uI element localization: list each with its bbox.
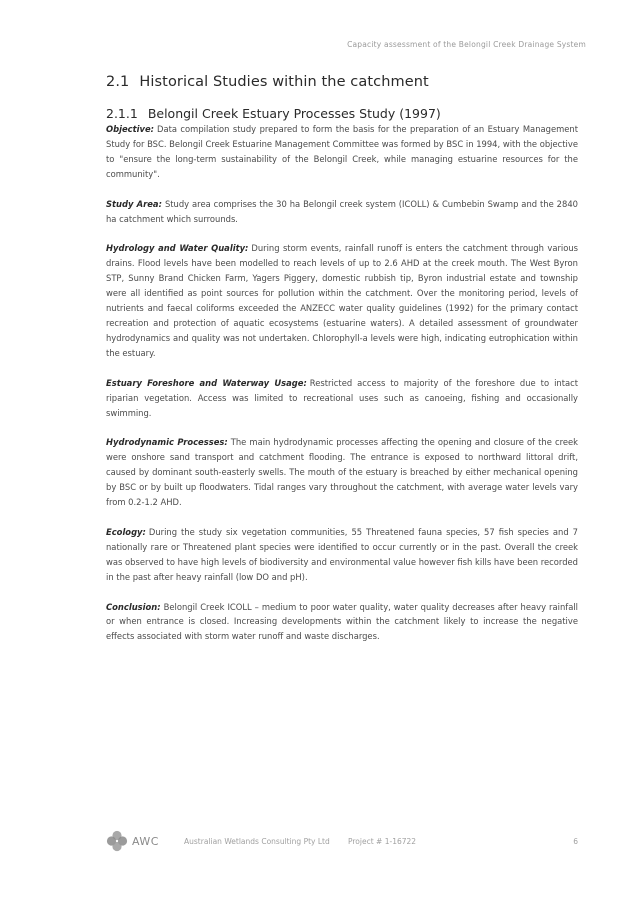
section-title: Historical Studies within the catchment [139,74,429,90]
paragraph-text: Data compilation study prepared to form the basis for the preparation of an Estuary Management Study for BSC. Belongil Creek Estuarine Management Committee was formed by BSC in 1994, with the objective to "ensure the long-term sustainability of the Belongil Creek, while managing estuarine resources for the community". [106,124,578,179]
page-number: 6 [573,837,578,846]
paragraph-study-area [106,197,578,227]
paragraph-lead: Objective: [106,124,154,134]
subsection-title: Belongil Creek Estuary Processes Study (1997) [147,106,441,121]
paragraph-lead: Estuary Foreshore and Waterway Usage: [106,377,307,388]
paragraph-text: Belongil Creek ICOLL – medium to poor water quality, water quality decreases after heavy rainfall or when entrance is closed. Increasing developments within the catchment likely to increase the negative effects associated with storm water runoff and waste discharges. [106,601,578,642]
page-footer [0,830,638,854]
paragraph-conclusion [106,600,578,645]
subsection-heading [106,106,578,121]
paragraph-text: Restricted access to majority of the foreshore due to intact riparian vegetation. Access was limited to recreational uses such as canoeing, fishing and occasionally swimming. [106,377,579,418]
paragraph-hydrology [106,241,578,360]
awc-logo [106,830,159,852]
paragraph-foreshore-usage [106,376,578,421]
paragraph-text: During the study six vegetation communities, 55 Threatened fauna species, 57 fish species and 7 nationally rare or Threatened plant species were identified to occur currently or in the past. Overall the creek was observed to have high levels of biodiversity and environmental value however fish kills have been recorded in the past after heavy rainfall (low DO and pH). [106,526,578,582]
paragraph-text: The main hydrodynamic processes affecting the opening and closure of the creek were onshore sand transport and catchment flooding. The entrance is exposed to northward littoral drift, caused by dominant south-easterly swells. The mouth of the estuary is breached by either mechanical opening by BSC or by built up floodwaters. Tidal ranges vary throughout the catchment, with average water levels vary from 0.2-1.2 AHD. [106,437,578,508]
paragraph-lead: Ecology: [106,526,146,537]
page-content [106,74,578,659]
paragraph-text: During storm events, rainfall runoff is enters the catchment through various drains. Flood levels have been modelled to reach levels of up to 2.6 AHD at the creek mouth. The West Byron STP, Sunny Brand Chicken Farm, Yagers Piggery, domestic rubbish tip, Byron industrial estate and township were all identified as point sources for pollution within the catchment. Over the monitoring period, levels of nutrients and faecal coliforms exceeded the ANZECC water quality guidelines (1992) for the primary contact recreation and protection of aquatic ecosystems (estuarine waters). A detailed assessment of groundwater hydrodynamics and quality was not undertaken. Chlorophyll-a levels were high, indicating eutrophication within the estuary. [106,243,579,358]
paragraph-objective [106,122,578,182]
awc-logo-icon [106,830,128,852]
logo-text: AWC [132,834,159,848]
subsection-number: 2.1.1 [106,106,138,121]
section-heading [106,74,578,90]
paragraph-lead: Conclusion: [106,601,161,612]
paragraph-lead: Study Area: [106,198,162,209]
paragraph-text: Study area comprises the 30 ha Belongil creek system (ICOLL) & Cumbebin Swamp and the 2840 ha catchment which surrounds. [106,198,578,224]
footer-project-number: Project # 1-16722 [348,837,417,846]
running-header: Capacity assessment of the Belongil Creek Drainage System [347,40,586,49]
paragraph-lead: Hydrology and Water Quality: [106,243,249,254]
paragraph-lead: Hydrodynamic Processes: [106,437,228,448]
paragraph-ecology [106,525,578,585]
paragraph-hydrodynamic [106,435,578,510]
section-number: 2.1 [106,74,130,90]
footer-company: Australian Wetlands Consulting Pty Ltd [184,837,330,846]
